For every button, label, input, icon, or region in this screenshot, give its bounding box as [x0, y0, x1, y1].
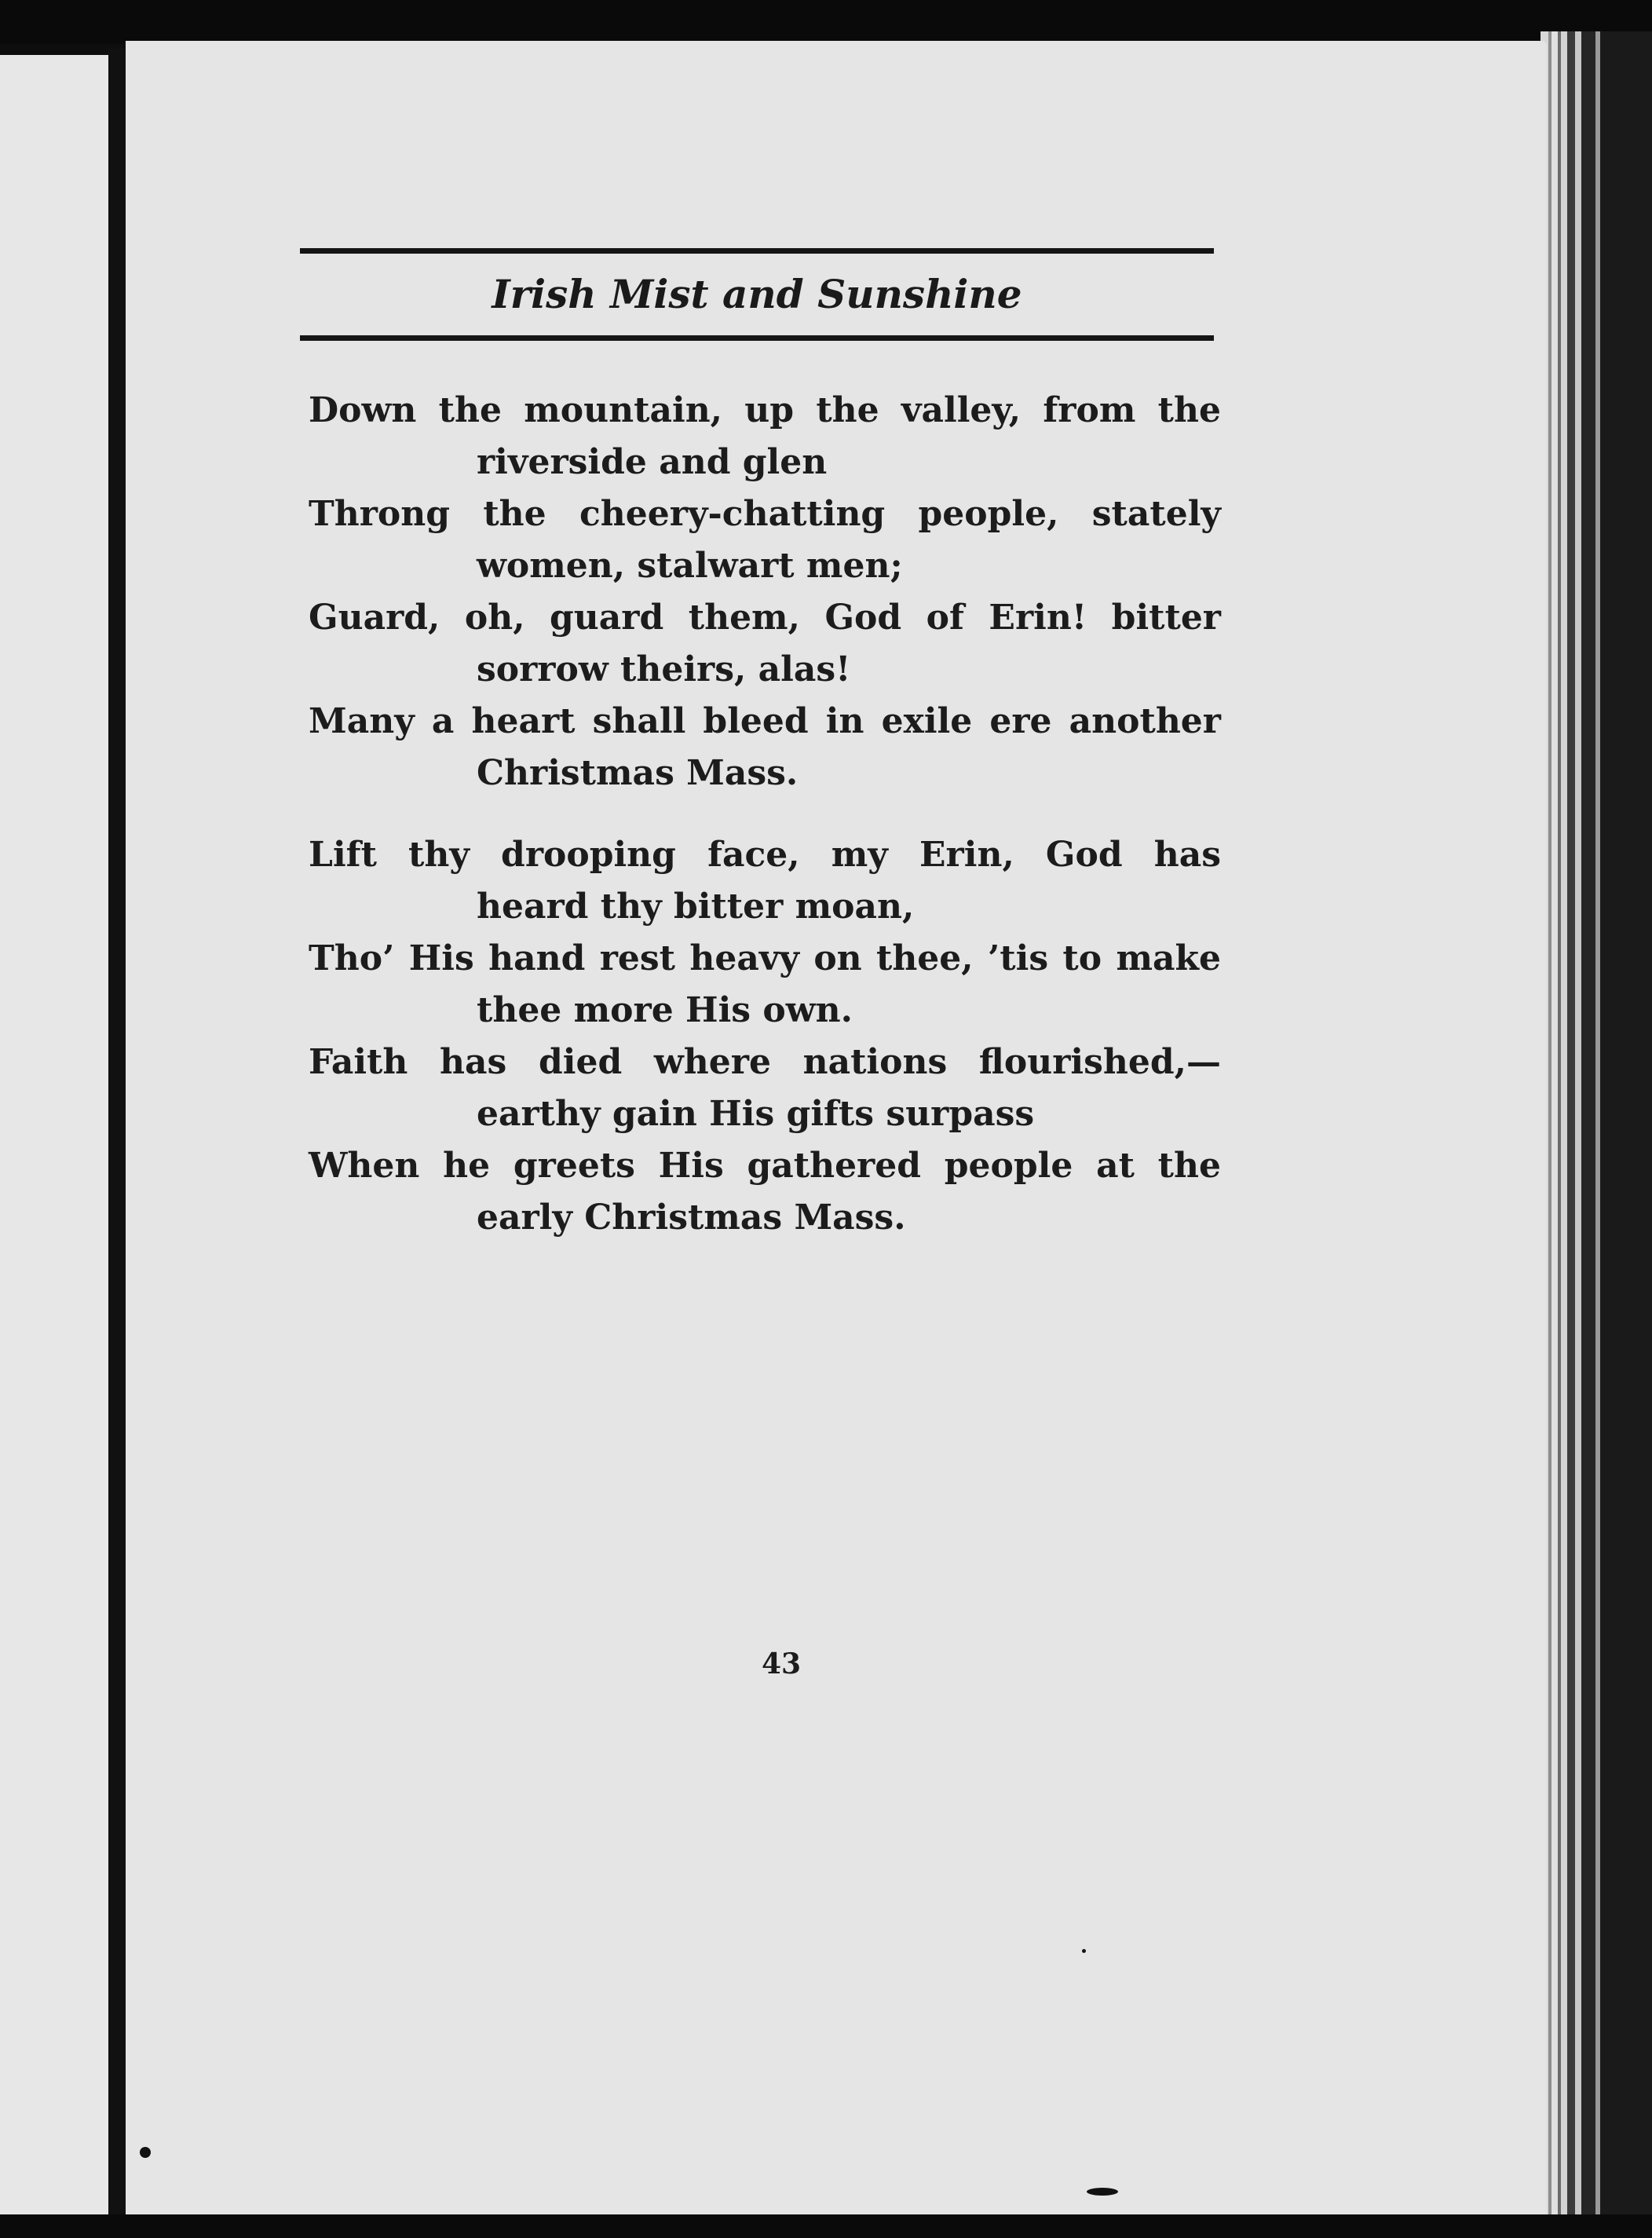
book-gutter [108, 49, 126, 2224]
line-continuation: earthy gain His gifts surpass [477, 1094, 1035, 1134]
page-number: 43 [761, 1647, 802, 1680]
page-stack-edge [1541, 31, 1652, 2222]
line-text: Throng the cheery-chatting people, stately [309, 494, 1221, 534]
line-continuation: riverside and glen [477, 442, 828, 482]
poem-line [309, 592, 1231, 696]
line-text: Many a heart shall bleed in exile ere another [309, 701, 1221, 741]
scan-speck [1087, 2188, 1118, 2196]
poem-line [309, 1140, 1231, 1244]
poem-line [309, 933, 1231, 1037]
poem-line [309, 829, 1231, 933]
scan-bottom-shadow [0, 2214, 1652, 2238]
scan-speck [140, 2147, 151, 2158]
scan-speck [1082, 1949, 1086, 1953]
line-continuation: heard thy bitter moan, [477, 887, 915, 927]
line-continuation: early Christmas Mass. [477, 1198, 906, 1238]
poem-line [309, 696, 1231, 799]
poem-body [309, 385, 1231, 1244]
running-head: Irish Mist and Sunshine [492, 271, 1022, 317]
line-continuation: Christmas Mass. [477, 753, 799, 793]
line-text: When he greets His gathered people at the [309, 1146, 1221, 1186]
poem-line [309, 488, 1231, 592]
stanza [309, 385, 1231, 799]
poem-line [309, 1037, 1231, 1140]
line-continuation: sorrow theirs, alas! [477, 649, 851, 689]
line-text: Guard, oh, guard them, God of Erin! bitter [309, 598, 1221, 638]
scan-top-shadow [0, 0, 1652, 44]
stanza [309, 829, 1231, 1244]
poem-line [309, 385, 1231, 488]
line-text: Faith has died where nations flourished,— [309, 1042, 1221, 1082]
header-rule-top [300, 248, 1214, 254]
facing-page-edge [0, 55, 108, 2214]
line-text: Down the mountain, up the valley, from the [309, 390, 1221, 430]
line-text: Lift thy drooping face, my Erin, God has [309, 835, 1221, 875]
line-text: Tho’ His hand rest heavy on thee, ’tis to make [309, 938, 1221, 978]
line-continuation: women, stalwart men; [477, 546, 903, 586]
line-continuation: thee more His own. [477, 990, 853, 1030]
header-rule-bottom [300, 335, 1214, 341]
